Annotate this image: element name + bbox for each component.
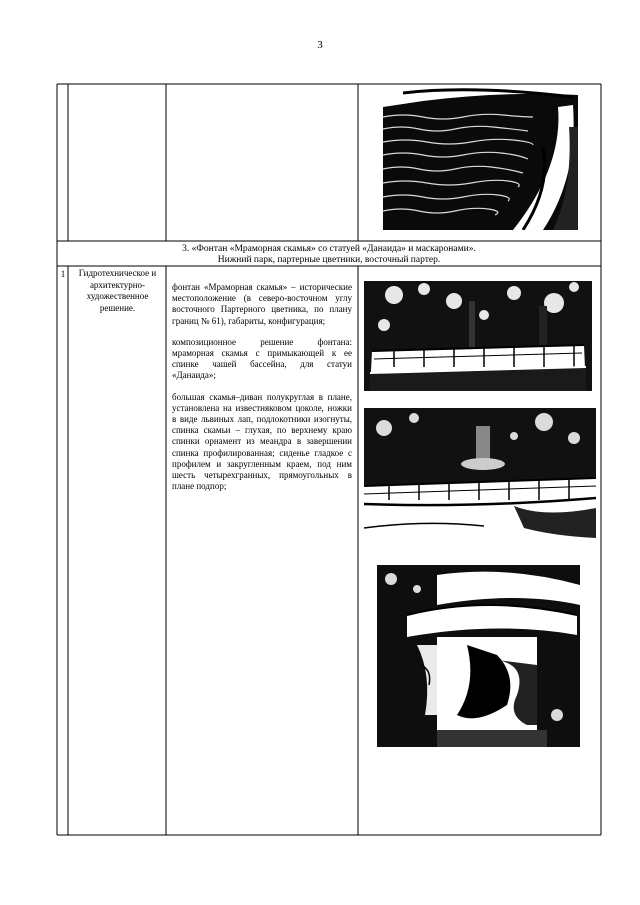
parameter-cell: Гидротехническое и архитектурно-художественное решение. (78, 268, 157, 313)
section-title (57, 244, 601, 266)
row-number: 1 (60, 269, 66, 279)
section-title-line1: 3. «Фонтан «Мраморная скамья» со статуей «Данаида» и маскаронами». (182, 244, 476, 254)
lion-leg-photo (377, 565, 580, 747)
bench-view-photo (364, 281, 592, 391)
bench-front-photo (364, 408, 596, 554)
section-title-line2: Нижний парк, партерные цветники, восточный партер. (217, 255, 441, 265)
page-number: 3 (317, 39, 323, 51)
description-paragraph-3: большая скамья–диван полукруглая в плане, установлена на известняковом цоколе, ножки в виде львиных лап, подлокотники изогнуты, спинка скамьи – глухая, по верхнему краю спинки орнамент из меандра в завершении спинка профилированная; сиденье гладкое с профилем и закругленным краем, под ним шесть четырехгранных, прямоугольных в плане подпор; (172, 391, 352, 492)
description-cell (172, 282, 352, 502)
description-paragraph-2: композиционное решение фонтана: мраморная скамья с примыкающей к ее спинке чашей бассейна, для статуи «Данаида»; (172, 336, 352, 381)
pool-water-photo (383, 87, 578, 230)
description-paragraph-1: фонтан «Мраморная скамья» – исторические местоположение (в северо-восточном углу восточного Партерного цветника, по плану границ № 61), габариты, конфигурация; (172, 282, 352, 326)
